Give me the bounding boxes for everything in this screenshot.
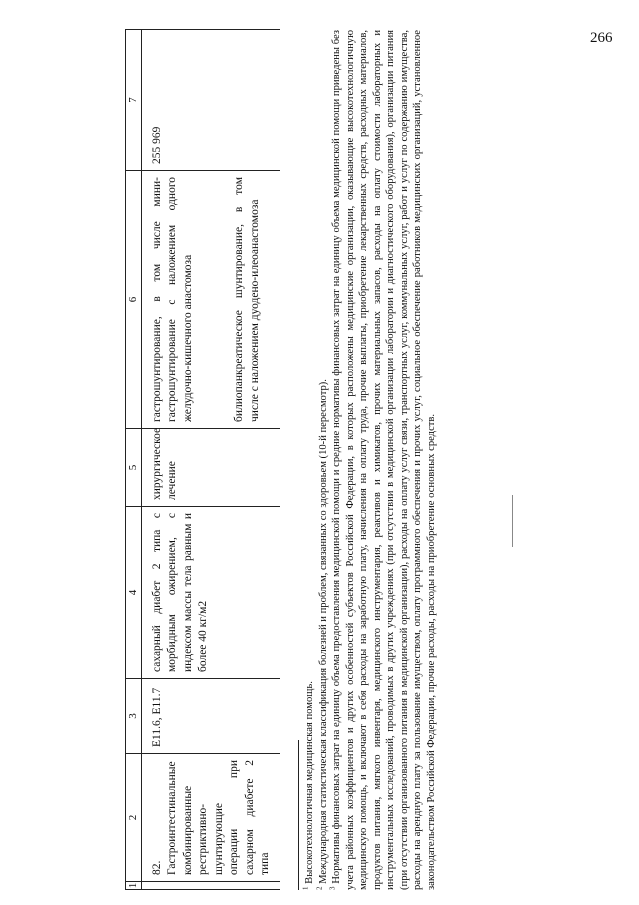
cell-name	[141, 754, 280, 882]
procedure-name: Гастроинтестинальные комбинированные рестриктивно-шунтирующие операции при сахарном диабете 2 типа	[166, 760, 272, 875]
cell-diagnosis	[141, 507, 280, 679]
table-row	[141, 30, 280, 890]
table-header-row	[126, 30, 142, 890]
header-col-5: 5	[126, 429, 142, 507]
cell-treatment-type	[141, 429, 280, 507]
standard-cost: 255 969	[150, 126, 163, 164]
footnotes	[303, 30, 438, 890]
cell-methods	[141, 171, 280, 429]
method-gastric-bypass: гастрошунтирование, в том числе мини-гастрошунтирование с наложением одного желудочно-кишечного анастомоза	[150, 177, 194, 422]
treatment-type: хирургическое лечение	[150, 427, 179, 500]
method-biliopancreatic-bypass: билиопанкреатическое шунтирование, в том числе с наложением дуодено-илеоанастомоза	[233, 177, 261, 422]
footnote-2: $^2$ Международная статистическая классификация болезней и проблем, связанных со здоровьем (10-й пересмотр).	[315, 379, 329, 890]
cell-col-1	[141, 882, 280, 890]
header-col-7: 7	[126, 30, 142, 171]
diagnosis-text: сахарный диабет 2 типа с морбидным ожирением, с индексом массы тела равным и более 40 кг/м2	[150, 513, 210, 672]
page-number: 266	[590, 30, 613, 46]
footnote-1: $^1$ Высокотехнологичная медицинская помощь.	[301, 681, 315, 890]
header-col-2: 2	[126, 754, 142, 882]
rotated-page-content	[50, 30, 610, 890]
stray-scan-mark	[512, 495, 513, 547]
header-col-6: 6	[126, 171, 142, 429]
cell-standard-cost	[141, 30, 280, 171]
cell-codes	[141, 679, 280, 754]
header-col-1: 1	[126, 882, 142, 890]
row-number: 82.	[150, 860, 163, 875]
vmp-table	[125, 29, 280, 890]
footnote-divider	[298, 740, 299, 890]
header-col-3: 3	[126, 679, 142, 754]
header-col-4: 4	[126, 507, 142, 679]
footnote-3: $^3$ Нормативы финансовых затрат на единицу объема предоставления медицинской помощи и средние нормативы финансовых затрат на единицу объема медицинской помощи приведены без учета районных коэффициентов и других особенностей субъектов Российской Федерации, в которых расположены медицинские организации, оказывающие высокотехнологичную медицинскую помощь, и включают в себя расходы на заработную плату, начисления на оплату труда, прочие выплаты, приобретение лекарственных средств, расходных материалов, продуктов питания, мягкого инвентаря, медицинского инструментария, реактивов и химикатов, прочих материальных запасов, расходы на оплату стоимости лабораторных и инструментальных исследований, проводимых в других учреждениях (при отсутствии в медицинской организации лаборатории и диагностического оборудования), организации питания (при отсутствии организованного питания в медицинской организации), расходы на оплату услуг связи, транспортных услуг, коммунальных услуг, работ и услуг по содержанию имущества, расходы на арендную плату за пользование имуществом, оплату программного обеспечения и прочих услуг, социальное обеспечение работников медицинских организаций, установленное законодательством Российской Федерации, прочие расходы, расходы на приобретение основных средств.	[328, 30, 437, 890]
icd-codes: E11.6, E11.7	[150, 687, 163, 747]
